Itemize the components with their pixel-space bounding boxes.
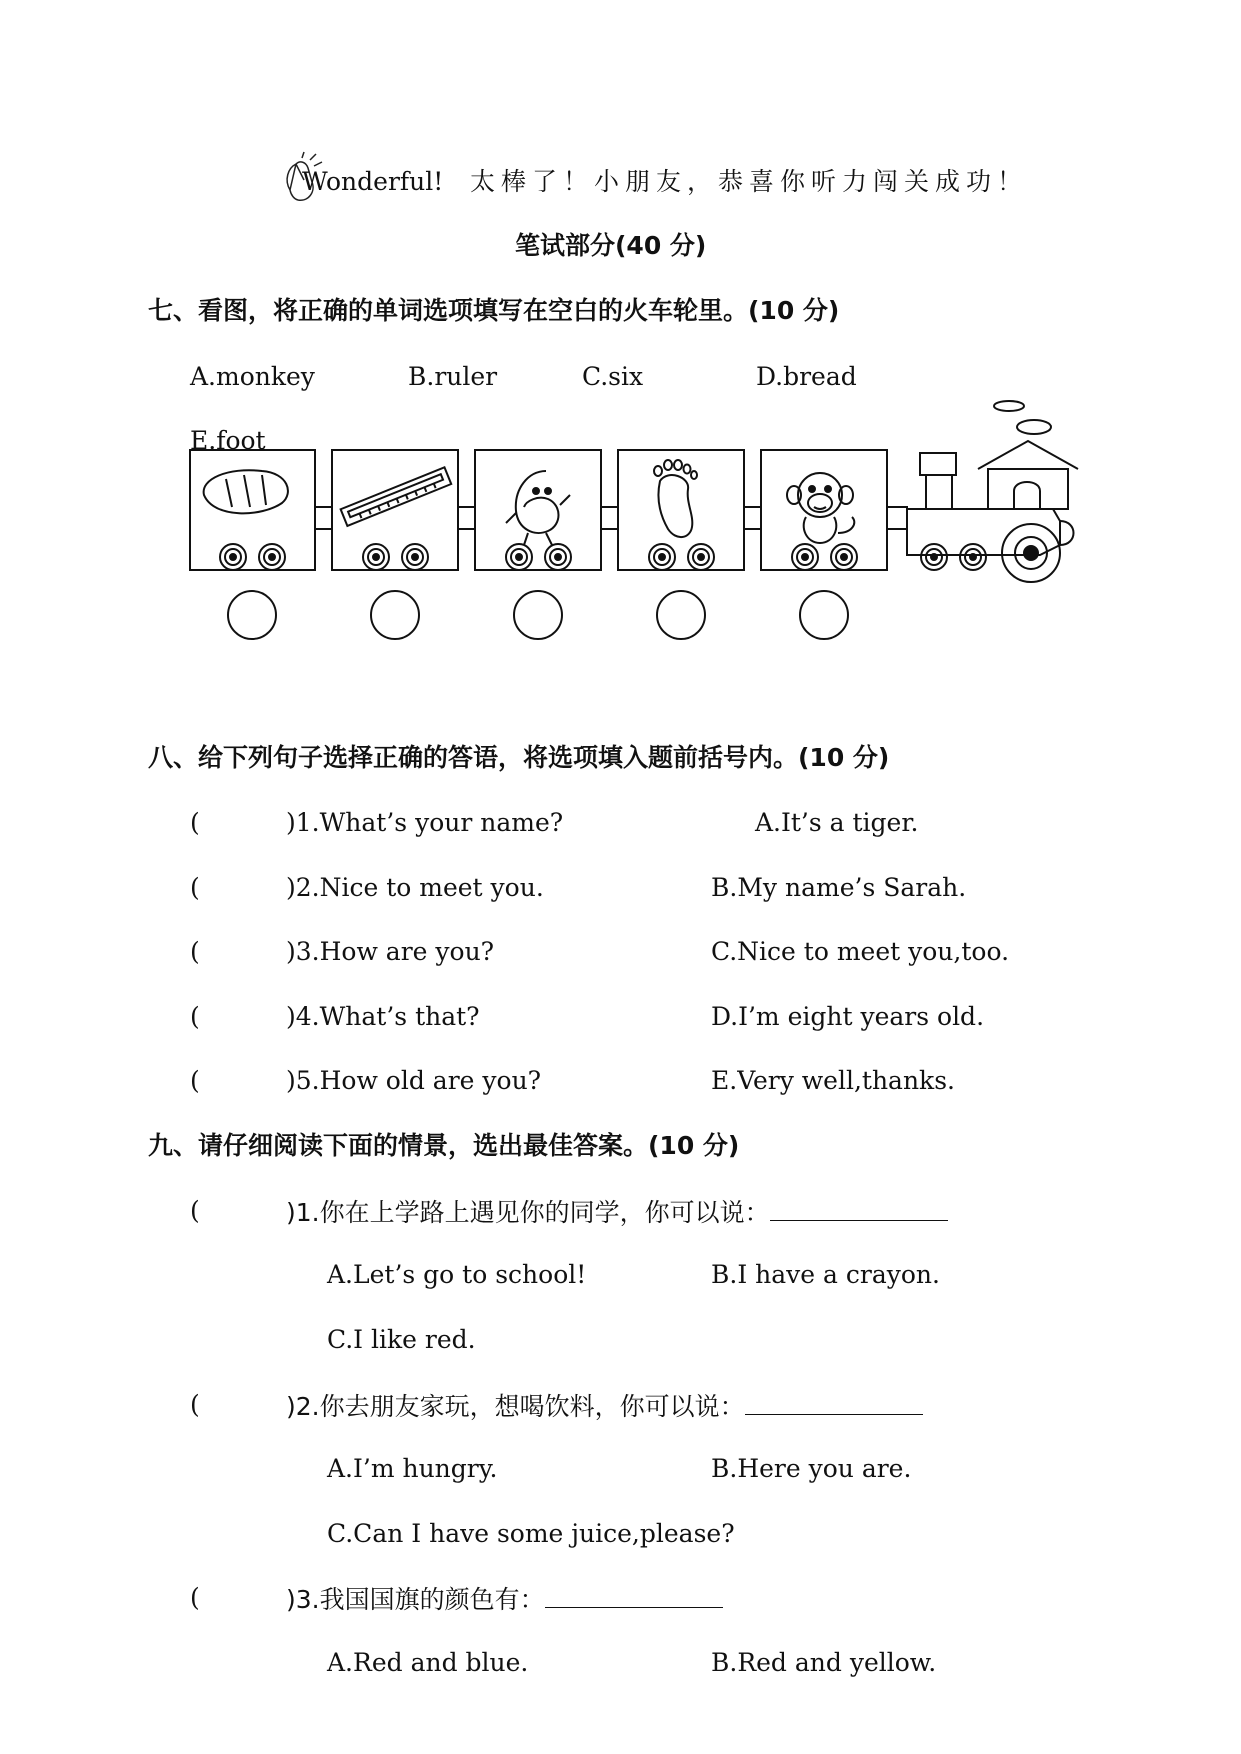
q9-2-blank[interactable] [745, 1392, 923, 1415]
q9-1-text: )1.你在上学路上遇见你的同学，你可以说： [286, 1198, 770, 1227]
q8-1-paren: ( [190, 808, 200, 837]
train-illustration [0, 395, 1241, 695]
answer-circle-3 [514, 591, 562, 639]
answer-circle-2 [371, 591, 419, 639]
q8-option-b: B.My name’s Sarah. [711, 873, 967, 902]
q9-3-blank[interactable] [545, 1585, 723, 1608]
q8-option-d: D.I’m eight years old. [711, 1002, 985, 1031]
option-foot: E.foot [190, 426, 266, 455]
q9-2-line [286, 1392, 923, 1419]
q8-5-paren: ( [190, 1066, 200, 1095]
train-car-six [475, 450, 601, 570]
car-connectors [315, 507, 907, 529]
q8-4-text: )4.What’s that? [286, 1002, 480, 1031]
option-six: C.six [582, 362, 644, 391]
written-part-title: 笔试部分(40 分) [515, 231, 707, 260]
q9-2-text: )2.你去朋友家玩，想喝饮料，你可以说： [286, 1392, 745, 1421]
q8-5-text: )5.How old are you? [286, 1066, 542, 1095]
q8-2-paren: ( [190, 873, 200, 902]
locomotive [907, 401, 1078, 555]
q9-3-line [286, 1585, 723, 1612]
answer-circle-5 [800, 591, 848, 639]
monkey-icon [787, 473, 854, 543]
q8-option-e: E.Very well,thanks. [711, 1066, 955, 1095]
q9-1-line [286, 1198, 948, 1225]
q8-3-paren: ( [190, 937, 200, 966]
answer-circles [228, 591, 848, 639]
answer-circle-1 [228, 591, 276, 639]
section9-heading: 九、请仔细阅读下面的情景，选出最佳答案。(10 分) [148, 1131, 740, 1160]
q8-option-c: C.Nice to meet you,too. [711, 937, 1010, 966]
q9-3-option-b: B.Red and yellow. [711, 1648, 937, 1677]
section8-heading: 八、给下列句子选择正确的答语，将选项填入题前括号内。(10 分) [148, 743, 890, 772]
q9-1-option-b: B.I have a crayon. [711, 1260, 940, 1289]
q8-1-text: )1.What’s your name? [286, 808, 564, 837]
q9-1-option-a: A.Let’s go to school! [327, 1260, 587, 1289]
option-bread: D.bread [756, 362, 857, 391]
train-car-bread [190, 450, 315, 570]
q9-2-option-b: B.Here you are. [711, 1454, 912, 1483]
train-wheels [220, 524, 1060, 582]
option-ruler: B.ruler [408, 362, 498, 391]
q9-3-paren: ( [190, 1583, 200, 1612]
train-car-ruler [332, 450, 458, 570]
train-car-foot [618, 450, 744, 570]
q9-2-option-a: A.I’m hungry. [327, 1454, 498, 1483]
q8-2-text: )2.Nice to meet you. [286, 873, 544, 902]
bread-icon [204, 470, 288, 513]
q9-1-option-c: C.I like red. [327, 1325, 476, 1354]
q8-4-paren: ( [190, 1002, 200, 1031]
foot-icon [654, 460, 697, 537]
q8-option-a: A.It’s a tiger. [755, 808, 919, 837]
option-monkey: A.monkey [190, 362, 315, 391]
q9-3-option-a: A.Red and blue. [327, 1648, 529, 1677]
q9-2-option-c: C.Can I have some juice,please? [327, 1519, 735, 1548]
q8-3-text: )3.How are you? [286, 937, 495, 966]
q9-1-paren: ( [190, 1196, 200, 1225]
six-icon [506, 471, 570, 545]
train-car-monkey [761, 450, 887, 570]
q9-2-paren: ( [190, 1390, 200, 1419]
praise-text: 太棒了！小朋友，恭喜你听力闯关成功！ [470, 167, 1029, 196]
q9-1-blank[interactable] [770, 1198, 948, 1221]
q9-3-text: )3.我国国旗的颜色有： [286, 1585, 545, 1614]
answer-circle-4 [657, 591, 705, 639]
wonderful-text: Wonderful! [302, 167, 444, 196]
ruler-icon [341, 467, 452, 526]
section7-heading: 七、看图，将正确的单词选项填写在空白的火车轮里。(10 分) [148, 296, 840, 325]
